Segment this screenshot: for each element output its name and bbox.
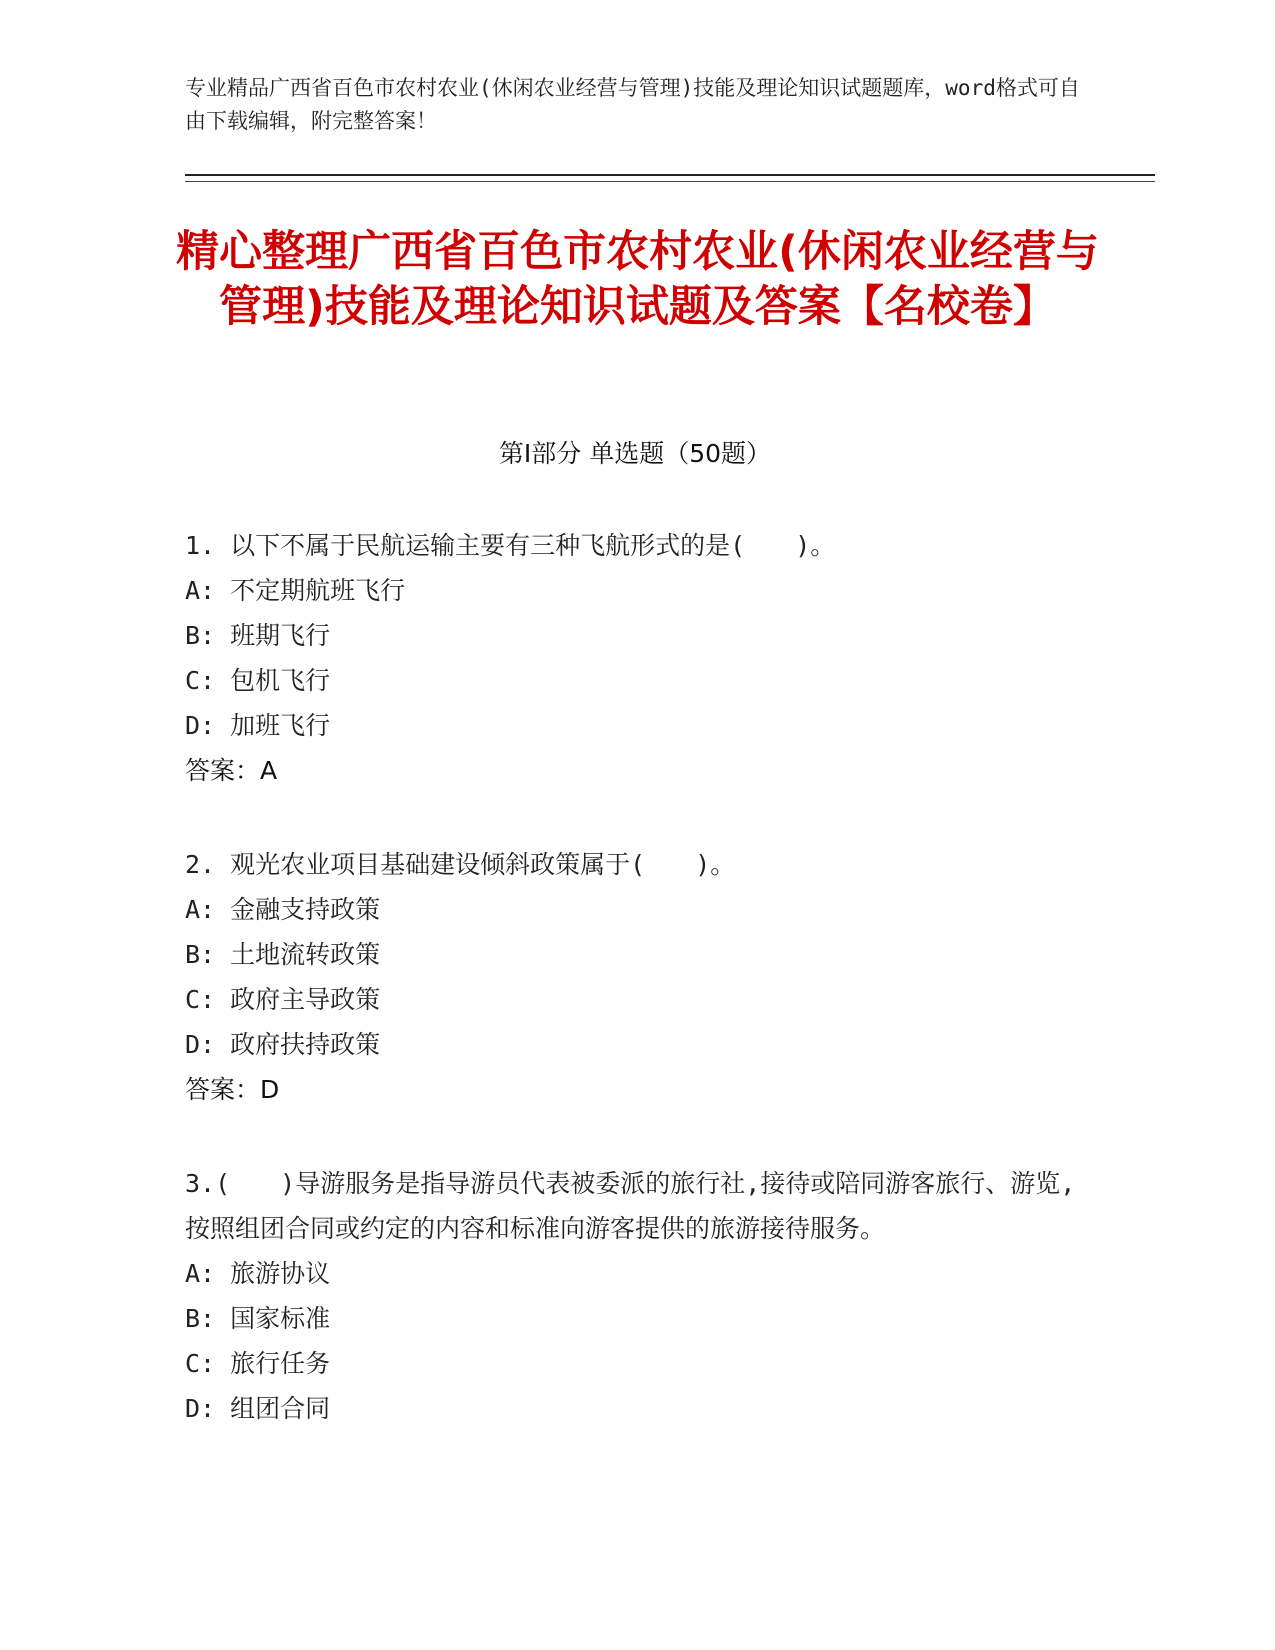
header-note: 专业精品广西省百色市农村农业(休闲农业经营与管理)技能及理论知识试题题库，word格式可自由下载编辑，附完整答案！ [185,76,1080,133]
option-d: D: 加班飞行 [185,711,331,740]
answer: 答案：D [185,1075,280,1104]
option-a: A: 旅游协议 [185,1259,331,1288]
question-3 [185,1161,1085,1431]
option-b: B: 班期飞行 [185,621,331,650]
answer: 答案：A [185,756,278,785]
question-2 [185,842,1085,1112]
header-divider-thick [185,174,1155,176]
option-d: D: 政府扶持政策 [185,1030,381,1059]
question-1 [185,523,1085,793]
header-divider-thin [185,181,1155,182]
option-b: B: 国家标准 [185,1304,331,1333]
question-stem: 1. 以下不属于民航运输主要有三种飞航形式的是( )。 [185,531,836,560]
option-c: C: 政府主导政策 [185,985,381,1014]
option-a: A: 金融支持政策 [185,895,381,924]
question-stem: 2. 观光农业项目基础建设倾斜政策属于( )。 [185,850,736,879]
option-b: B: 土地流转政策 [185,940,381,969]
document-title: 精心整理广西省百色市农村农业(休闲农业经营与管理)技能及理论知识试题及答案【名校卷】 [176,227,1099,332]
section-title: 第Ⅰ部分 单选题（50题） [498,439,772,468]
option-d: D: 组团合同 [185,1394,331,1423]
question-stem: 3.( )导游服务是指导游员代表被委派的旅行社,接待或陪同游客旅行、游览,按照组团合同或约定的内容和标准向游客提供的旅游接待服务。 [185,1169,1076,1243]
option-c: C: 旅行任务 [185,1349,331,1378]
option-c: C: 包机飞行 [185,666,331,695]
option-a: A: 不定期航班飞行 [185,576,406,605]
